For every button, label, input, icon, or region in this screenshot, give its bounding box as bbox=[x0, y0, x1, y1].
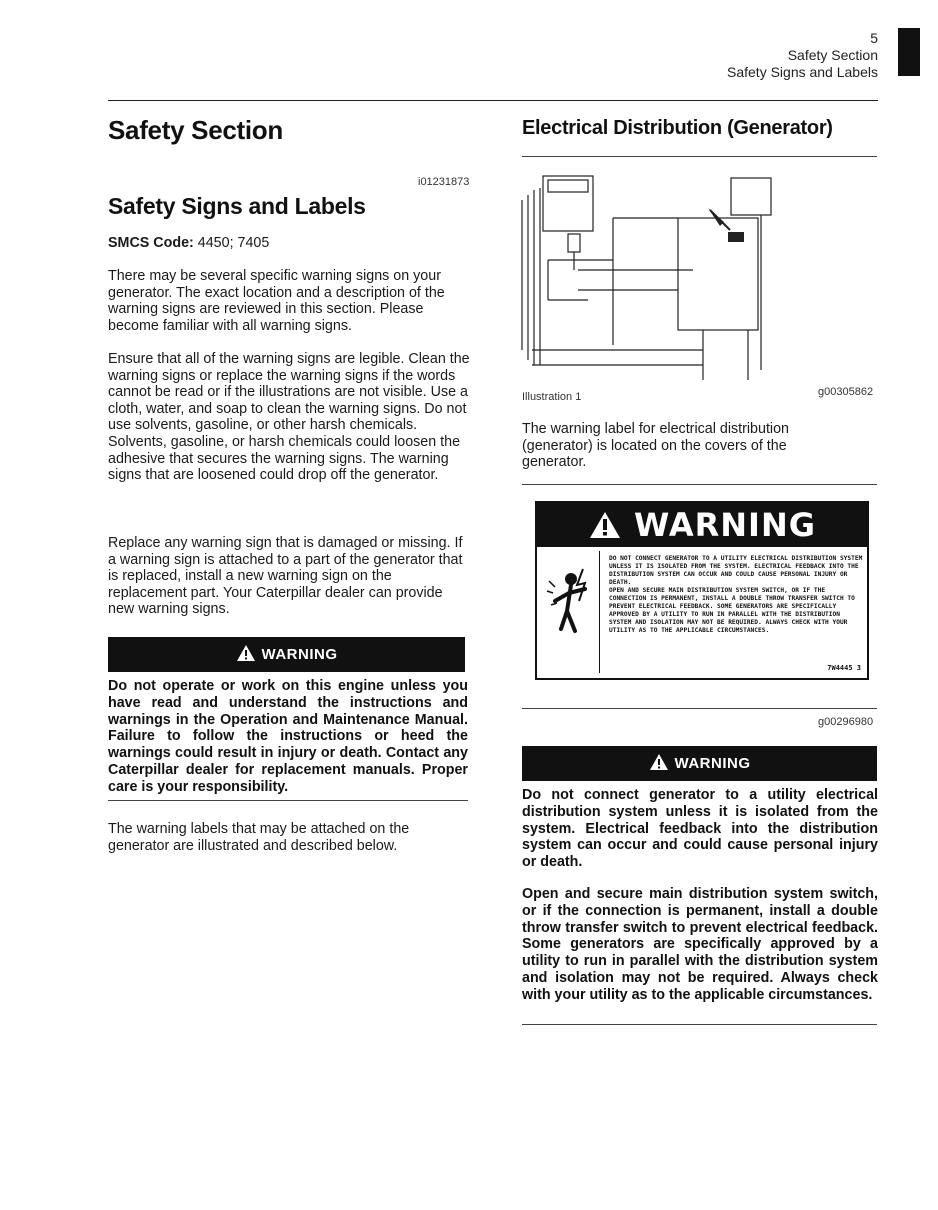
smcs-code bbox=[108, 235, 269, 252]
electrical-distribution-title: Electrical Distribution (Generator) bbox=[522, 117, 833, 139]
page-header bbox=[727, 30, 878, 81]
warning-triangle-icon-right bbox=[649, 753, 669, 775]
doc-id: i01231873 bbox=[418, 176, 470, 188]
header-divider bbox=[108, 100, 878, 101]
title-rule-right bbox=[522, 156, 877, 157]
section-title: Safety Section bbox=[108, 115, 283, 145]
warning-text-left: Do not operate or work on this engine unless you have read and understand the instructions and warnings in the Operation and Maintenance Manual. Failure to follow the instructions or heed the warnings could result in injury or death. Contact any Caterpillar dealer for replacement manuals. Proper care is your responsibility. bbox=[108, 678, 468, 795]
cleaning-paragraph: Ensure that all of the warning signs are legible. Clean the warning signs or replace the warning signs if the words cannot be read or if the illustrations are not visible. Use a cloth, water, and soap to clean the warning signs. Do not use solvents, gasoline, or other harsh chemicals. Solvents, gasoline, or harsh chemicals could loosen the adhesive that secures the warning signs. The warning signs that are loosened could drop off the generator. bbox=[108, 351, 470, 484]
label-top-rule bbox=[522, 484, 877, 485]
decal-header bbox=[537, 503, 867, 547]
warning-decal bbox=[535, 501, 869, 680]
warning-end-rule-right bbox=[522, 1024, 877, 1025]
label-bottom-rule bbox=[522, 708, 877, 709]
decal-heading: WARNING bbox=[634, 506, 816, 544]
smcs-label: SMCS Code: bbox=[108, 235, 194, 251]
label-location-paragraph: The warning label for electrical distribution (generator) is located on the covers of the generator. bbox=[522, 421, 790, 471]
intro-paragraph: There may be several specific warning signs on your generator. The exact location and a description of the warning signs are reviewed in this section. Please become familiar with all warning signs. bbox=[108, 268, 445, 334]
page-number: 5 bbox=[870, 30, 878, 46]
warning-banner-left bbox=[108, 637, 465, 672]
generator-illustration bbox=[518, 170, 878, 382]
header-subsection: Safety Signs and Labels bbox=[727, 64, 878, 80]
warning-banner-right bbox=[522, 746, 877, 781]
decal-text: DO NOT CONNECT GENERATOR TO A UTILITY ELECTRICAL DISTRIBUTION SYSTEM UNLESS IT IS ISOLATED FROM THE SYSTEM. ELECTRICAL FEEDBACK INTO THE DISTRIBUTION SYSTEM CAN OCCUR AND COULD CAUSE PERSONAL INJURY OR DEATH. OPEN AND SECURE MAIN DISTRIBUTION SYSTEM SWITCH, OR IF THE CONNECTION IS PERMANENT, INSTALL A DOUBLE THROW TRANSFER SWITCH TO PREVENT ELECTRICAL FEEDBACK. SOME GENERATORS ARE SPECIFICALLY APPROVED BY A UTILITY TO RUN IN PARALLEL WITH THE DISTRIBUTION SYSTEM AND ISOLATION MAY NOT BE REQUIRED. ALWAYS CHECK WITH YOUR UTILITY AS TO THE APPLICABLE CIRCUMSTANCES. bbox=[609, 555, 863, 634]
header-section: Safety Section bbox=[787, 47, 878, 63]
smcs-value: 4450; 7405 bbox=[193, 235, 270, 251]
warning-label-right: WARNING bbox=[674, 755, 751, 772]
warning-triangle-icon bbox=[236, 644, 256, 666]
label-image-id: g00296980 bbox=[818, 716, 874, 728]
chapter-tab-marker bbox=[898, 28, 920, 76]
electrocution-hazard-icon bbox=[539, 551, 600, 673]
replace-paragraph: Replace any warning sign that is damaged or missing. If a warning sign is attached to a part of the generator that is replaced, install a new warning sign on the replacement part. Your Caterpillar dealer can provide new warning signs. bbox=[108, 535, 463, 618]
labels-intro-paragraph: The warning labels that may be attached on the generator are illustrated and described below. bbox=[108, 821, 410, 854]
illustration-caption: Illustration 1 bbox=[522, 391, 582, 403]
illustration-id: g00305862 bbox=[818, 386, 874, 398]
warning-end-rule-left bbox=[108, 800, 468, 801]
decal-code: 7W4445 3 bbox=[827, 664, 861, 672]
decal-warning-triangle-icon bbox=[588, 510, 622, 540]
subsection-title: Safety Signs and Labels bbox=[108, 193, 366, 219]
warning-text-right-1: Do not connect generator to a utility electrical distribution system unless it is isolated from the system. Electrical feedback into the distribution system can occur and could cause personal injury or death. bbox=[522, 787, 878, 871]
warning-label-left: WARNING bbox=[261, 646, 338, 663]
warning-text-right-2: Open and secure main distribution system switch, or if the connection is permanent, install a double throw transfer switch to prevent electrical feedback. Some generators are specifically approved by a utility to run in parallel with the distribution system and isolation may not be required. Always check with your utility as to the applicable circumstances. bbox=[522, 886, 878, 1003]
